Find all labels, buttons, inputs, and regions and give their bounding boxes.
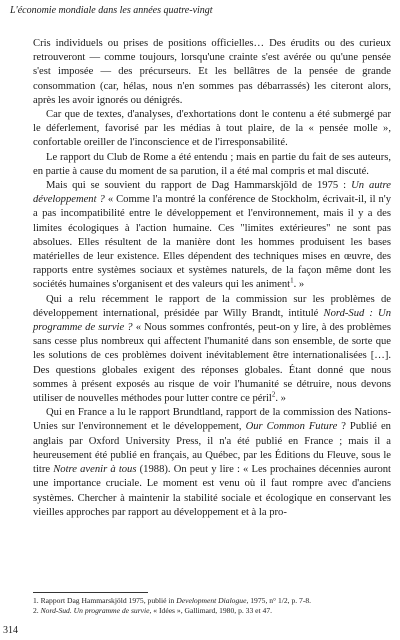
paragraph — [33, 37, 391, 108]
body-text — [33, 37, 391, 520]
text-run: . » — [275, 393, 286, 405]
italic-title: Nord-Sud. Un programme de survie — [40, 605, 150, 615]
footnote-separator — [33, 592, 148, 593]
italic-title: Notre avenir à tous — [53, 464, 137, 476]
italic-title: Un autre développement ? — [33, 180, 391, 206]
paragraph — [33, 406, 391, 520]
text-run: , 1975, n° 1/2, p. 7-8. — [246, 596, 312, 605]
text-run: Qui a relu récemment le rapport de la commission sur les problèmes de développement international, présidée par Willy Brandt, intitulé — [33, 293, 391, 319]
italic-title: Development Dialogue — [176, 596, 247, 605]
footnote — [33, 606, 391, 616]
text-run: 2. — [33, 605, 41, 615]
text-run: ? Publié en anglais par Oxford University Press, il n'a été publié en France ; mais il a heureusement été publié en français, au Québec, par les Éditions du Fleuve, sous le titre — [33, 421, 391, 476]
text-run: , « Idées », Gallimard, 1980, p. 33 et 47. — [149, 605, 273, 615]
footnote-ref: 1 — [290, 276, 294, 285]
text-run: Mais qui se souvient du rapport de Dag Hammarskjöld de 1975 : — [46, 180, 352, 192]
italic-title: Our Common Future — [245, 421, 338, 433]
text-run: (1988). On peut y lire : « Les prochaines décennies auront une importance cruciale. Le moment est venu où il faut rompre avec d'anciens systèmes. Chercher à maintenir la stabilité sociale et écologique en conservant les vieilles approches par rapport au développement et à la pro- — [33, 464, 391, 518]
text-run: « Comme l'a montré la conférence de Stockholm, écrivait-il, il n'y a pas incompatibilité entre le développement et l'environnement, mais il y a des limites écologiques à l'action humaine. Ces "limites extérieures" ne sont pas absolues. Elles résultent de la manière dont les hommes produisent les bases matérielles de leur existence. Elles dépendent des techniques mises en œuvre, des rapports entre systèmes sociaux et systèmes naturels, de la façon même dont les sociétés humaines s'organisent et des valeurs qui les animent — [33, 194, 392, 291]
running-head: L'économie mondiale dans les années quatre-vingt — [10, 5, 213, 16]
paragraph — [33, 151, 391, 179]
text-run: . » — [293, 279, 305, 291]
footnote-ref: 2 — [271, 390, 276, 399]
text-run: Le rapport du Club de Rome a été entendu ; mais en partie du fait de ses auteurs, en partie à cause du moment de sa parution, il a été mal compris et mal discuté. — [33, 151, 391, 177]
footnotes — [33, 596, 391, 615]
text-run: 1. Rapport Dag Hammarskjöld 1975, publié in — [33, 596, 177, 605]
text-run: « Nous sommes confrontés, peut-on y lire, à des problèmes sans cesse plus nombreux qui affectent l'humanité dans son ensemble, de sorte que les solutions de ces problèmes doivent inévitablement être internationalisées […]. Des questions globales exigent des réponses globales. Étant donné que nous sommes à présent exposés au risque de voir l'humanité se détruire, nous devons utiliser de nouvelles méthodes pour lutter contre ce péril — [33, 322, 391, 405]
page-number: 314 — [3, 625, 18, 636]
paragraph — [33, 108, 391, 151]
text-run: Car que de textes, d'analyses, d'exhortations dont le contenu a été submergé par le déferlement, favorisé par les médias à tout plaire, de la « pensée molle », confortable oreiller de l'inconscience et de l'irresponsabilité. — [33, 109, 391, 149]
footnote — [33, 596, 391, 606]
paragraph — [33, 179, 391, 293]
text-run: Cris individuels ou prises de positions officielles… Des érudits ou des curieux retrouveront — comme toujours, lorsqu'une crainte s'est avérée ou qu'une pensée s'est imposée — des précurseurs. Et les bellâtres de la pensée de grande consommation (car, hélas, nous n'en sommes pas débarrassés) les citeront alors, après les avoir ignorés ou dénigrés. — [33, 38, 391, 106]
paragraph — [33, 293, 391, 407]
text-run: Qui en France a lu le rapport Brundtland, rapport de la commission des Nations-Unies sur l'environnement et le développement, — [33, 407, 391, 433]
italic-title: Nord-Sud : Un programme de survie ? — [33, 307, 391, 334]
